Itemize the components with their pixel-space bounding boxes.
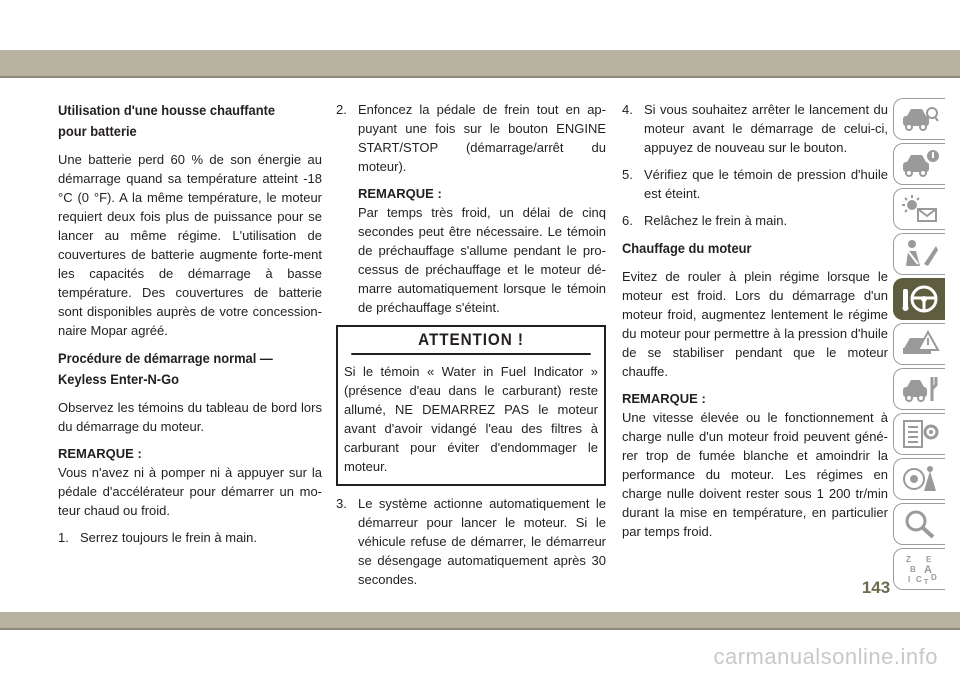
index-letter: C [915, 575, 922, 584]
step-text: Si vous souhaitez arrêter le lancement du moteur avant le démarrage de celui-ci, appuyez de nouveau sur le bouton. [644, 102, 888, 155]
column-2 [336, 100, 606, 597]
attention-text: Si le témoin « Water in Fuel Indicator » (présence d'eau dans le carburant) reste allumé, NE DEMARREZ PAS le moteur avant d'avoir vidangé l'eau des filtres à carburant pour éviter d'endommager le moteur. [344, 364, 598, 474]
seatbelt-airbag-icon [900, 238, 940, 270]
list-item [336, 100, 606, 176]
step-number: 6. [622, 213, 633, 228]
steps-list [336, 100, 606, 176]
tab-car-warning[interactable] [893, 143, 945, 185]
tab-starting-operating[interactable] [893, 278, 945, 320]
multimedia-icon [900, 463, 940, 495]
step-text: Serrez toujours le frein à main. [80, 530, 258, 545]
header-band-rule [0, 76, 960, 78]
steering-wheel-icon [900, 283, 940, 315]
footer-band-rule [0, 628, 960, 630]
tab-lights-messages[interactable] [893, 188, 945, 230]
column-1 [58, 100, 322, 555]
lights-message-icon [900, 193, 940, 225]
steps-list [58, 528, 322, 547]
tab-emergency[interactable] [893, 323, 945, 365]
section-heading-engine-warmup: Chauffage du moteur [622, 240, 752, 256]
note-label: REMARQUE : [58, 446, 142, 461]
attention-box [336, 325, 606, 486]
note-label: REMARQUE : [622, 391, 706, 406]
step-number: 1. [58, 530, 69, 545]
step-text: Vérifiez que le témoin de pression d'huile est éteint. [644, 167, 888, 201]
index-letter: E [925, 555, 931, 564]
header-band [0, 50, 960, 76]
steps-list [622, 100, 888, 230]
car-emergency-icon [900, 328, 940, 360]
list-item [622, 100, 888, 157]
list-item [336, 494, 606, 589]
steps-list [336, 494, 606, 589]
note-label: REMARQUE : [358, 186, 442, 201]
footer-band [0, 612, 960, 628]
attention-title: ATTENTION ! [351, 327, 590, 355]
column-3 [622, 100, 888, 549]
chapter-tabs [893, 98, 945, 593]
tab-multimedia[interactable] [893, 458, 945, 500]
tab-language-index[interactable] [893, 548, 945, 590]
tab-maintenance[interactable] [893, 413, 945, 455]
section-heading-normal-start: Procédure de démarrage normal — Keyless Enter-N-Go [58, 350, 273, 387]
list-item [622, 165, 888, 203]
step-number: 5. [622, 167, 633, 182]
note-text: Vous n'avez ni à pomper ni à appuyer sur la pédale d'accélérateur pour démarrer un mo-teur chaud ou froid. [58, 465, 322, 518]
tab-safety[interactable] [893, 233, 945, 275]
tab-car-info[interactable] [893, 98, 945, 140]
note-text: Par temps très froid, un délai de cinq secondes peut être nécessaire. Le témoin de préchauffage s'allume pendant le pro-cessus de préchauffage et le moteur dé-marre automatiquement lorsque le témoin de préchauffage s'éteint. [358, 205, 606, 315]
list-item [622, 211, 888, 230]
index-letter: A [923, 564, 932, 576]
paragraph-battery: Une batterie perd 60 % de son énergie au démarrage quand sa température atteint -18 °C (0 °F). A la même température, le moteur requiert deux fois plus de puissance pour se lancer au même régime. L'utilisation de couvertures de batterie augmente forte-ment les capacités de démarrage à basse température. Des couvertures de batterie sont disponibles auprès de votre concession-naire Mopar agréé. [58, 152, 322, 338]
index-letter: D [930, 573, 937, 582]
step-number: 3. [336, 496, 347, 511]
car-info-icon [900, 103, 940, 135]
step-text: Enfoncez la pédale de frein tout en ap-puyant une fois sur le bouton ENGINE START/STOP (démarrage/arrêt du moteur). [358, 102, 606, 174]
paragraph-warmup: Evitez de rouler à plein régime lorsque le moteur est froid. Lors du démarrage d'un moteur froid, augmentez lentement le régime du moteur pour permettre à la pression d'huile de se stabiliser pendant que le moteur chauffe. [622, 269, 888, 379]
car-service-icon [900, 373, 940, 405]
watermark: carmanualsonline.info [713, 644, 938, 669]
index-letter: I [907, 575, 910, 584]
step-number: 4. [622, 102, 633, 117]
step-text: Relâchez le frein à main. [644, 213, 788, 228]
tab-service[interactable] [893, 368, 945, 410]
search-index-icon [900, 508, 940, 540]
car-warning-icon [900, 148, 940, 180]
tab-search[interactable] [893, 503, 945, 545]
note-text: Une vitesse élevée ou le fonctionnement à charge nulle d'un moteur froid peuvent géné-rer trop de fumée blanche et amoindrir la performance du moteur. Les régimes en charge nulle doivent rester sous 1 200 tr/min durant la mise en température, en particulier par temps froid. [622, 410, 888, 539]
note-block [336, 184, 606, 317]
maintenance-schedule-icon [900, 418, 940, 450]
language-index-icon [900, 553, 940, 585]
step-number: 2. [336, 102, 347, 117]
page-number: 143 [861, 578, 891, 597]
index-letter: Z [905, 555, 911, 564]
paragraph-observe: Observez les témoins du tableau de bord lors du démarrage du moteur. [58, 400, 322, 434]
list-item [58, 528, 322, 547]
index-letter: T [923, 579, 928, 585]
step-text: Le système actionne automatiquement le démarreur pour lancer le moteur. Si le véhicule refuse de démarrer, le démarreur se désengage automatiquement après 30 secondes. [358, 496, 606, 587]
section-heading-battery-heater: Utilisation d'une housse chauffante pour batterie [58, 102, 276, 139]
index-letter: B [909, 565, 916, 574]
